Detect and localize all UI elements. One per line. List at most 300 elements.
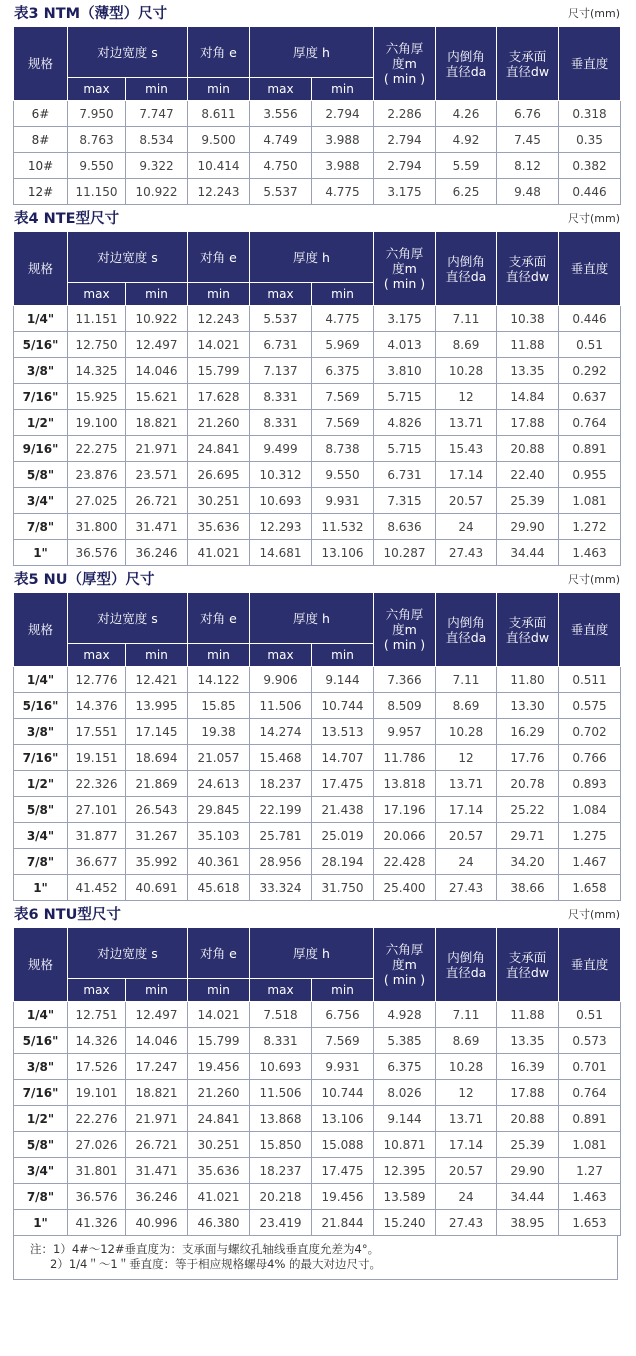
spec-size-cell: 9/16" [14,436,68,462]
value-cell: 26.721 [126,1132,188,1158]
value-cell: 9.500 [188,127,250,153]
value-cell: 4.749 [250,127,312,153]
value-cell: 1.081 [559,1132,621,1158]
subheader-min: min [188,78,250,101]
unit-label: 尺寸(mm) [567,212,620,225]
value-cell: 35.636 [188,1158,250,1184]
value-cell: 7.366 [374,667,436,693]
table-row [14,101,621,127]
value-cell: 12.750 [68,332,126,358]
value-cell: 14.325 [68,358,126,384]
spec-table [13,592,621,901]
value-cell: 13.818 [374,771,436,797]
value-cell: 9.931 [312,488,374,514]
value-cell: 15.799 [188,1028,250,1054]
value-cell: 11.80 [497,667,559,693]
value-cell: 10.922 [126,306,188,332]
table-row [14,1158,621,1184]
spec-size-cell: 3/4" [14,488,68,514]
value-cell: 20.066 [374,823,436,849]
table-row [14,306,621,332]
section-header [0,205,636,231]
value-cell: 8.763 [68,127,126,153]
spec-table [13,231,621,566]
value-cell: 6.731 [374,462,436,488]
col-bearing-header: 支承面 直径dw [497,232,559,306]
value-cell: 0.891 [559,1106,621,1132]
table-body [14,101,621,205]
value-cell: 0.511 [559,667,621,693]
spec-section [0,901,636,1236]
value-cell: 31.471 [126,1158,188,1184]
value-cell: 4.928 [374,1002,436,1028]
value-cell: 21.260 [188,1080,250,1106]
value-cell: 17.196 [374,797,436,823]
table-row [14,410,621,436]
value-cell: 29.90 [497,514,559,540]
col-hex-thickness-header: 六角厚 度m ( min ) [374,27,436,101]
value-cell: 0.575 [559,693,621,719]
col-width-header: 对边宽度 s [68,928,188,979]
value-cell: 21.971 [126,436,188,462]
value-cell: 21.438 [312,797,374,823]
value-cell: 0.446 [559,306,621,332]
col-hex-thickness-header: 六角厚 度m ( min ) [374,593,436,667]
value-cell: 5.537 [250,179,312,205]
value-cell: 17.475 [312,1158,374,1184]
table-row [14,875,621,901]
value-cell: 7.569 [312,1028,374,1054]
value-cell: 40.691 [126,875,188,901]
value-cell: 14.274 [250,719,312,745]
subheader-max: max [68,78,126,101]
table-row [14,179,621,205]
value-cell: 4.826 [374,410,436,436]
value-cell: 2.794 [374,127,436,153]
value-cell: 10.287 [374,540,436,566]
value-cell: 25.400 [374,875,436,901]
value-cell: 8.026 [374,1080,436,1106]
col-perpendicularity-header: 垂直度 [559,928,621,1002]
col-width-header: 对边宽度 s [68,27,188,78]
spec-size-cell: 1" [14,540,68,566]
value-cell: 23.419 [250,1210,312,1236]
value-cell: 7.569 [312,410,374,436]
value-cell: 24 [436,514,497,540]
value-cell: 4.750 [250,153,312,179]
value-cell: 20.88 [497,436,559,462]
spec-size-cell: 3/8" [14,1054,68,1080]
section-header [0,0,636,26]
value-cell: 24.613 [188,771,250,797]
value-cell: 8.69 [436,693,497,719]
value-cell: 20.218 [250,1184,312,1210]
value-cell: 36.246 [126,1184,188,1210]
value-cell: 8.636 [374,514,436,540]
value-cell: 17.76 [497,745,559,771]
col-corner-header: 对角 e [188,232,250,283]
value-cell: 13.71 [436,1106,497,1132]
section-header [0,566,636,592]
value-cell: 7.45 [497,127,559,153]
value-cell: 8.69 [436,332,497,358]
value-cell: 21.971 [126,1106,188,1132]
spec-size-cell: 7/8" [14,849,68,875]
value-cell: 26.543 [126,797,188,823]
value-cell: 22.275 [68,436,126,462]
spec-size-cell: 3/4" [14,823,68,849]
value-cell: 20.57 [436,488,497,514]
value-cell: 29.845 [188,797,250,823]
value-cell: 18.237 [250,771,312,797]
value-cell: 13.71 [436,771,497,797]
value-cell: 18.821 [126,1080,188,1106]
spec-size-cell: 7/8" [14,1184,68,1210]
col-hex-thickness-header: 六角厚 度m ( min ) [374,232,436,306]
value-cell: 24 [436,849,497,875]
value-cell: 13.513 [312,719,374,745]
value-cell: 27.43 [436,540,497,566]
value-cell: 11.506 [250,693,312,719]
col-thickness-header: 厚度 h [250,27,374,78]
value-cell: 9.48 [497,179,559,205]
value-cell: 19.38 [188,719,250,745]
spec-size-cell: 3/4" [14,1158,68,1184]
value-cell: 0.573 [559,1028,621,1054]
value-cell: 16.29 [497,719,559,745]
value-cell: 3.175 [374,306,436,332]
value-cell: 27.025 [68,488,126,514]
value-cell: 0.702 [559,719,621,745]
value-cell: 15.468 [250,745,312,771]
unit-label: 尺寸(mm) [567,908,620,921]
spec-table [13,26,621,205]
value-cell: 28.194 [312,849,374,875]
value-cell: 17.88 [497,410,559,436]
value-cell: 26.721 [126,488,188,514]
value-cell: 0.51 [559,1002,621,1028]
subheader-min: min [126,644,188,667]
value-cell: 17.475 [312,771,374,797]
note-line-1: 注：1）4#～12#垂直度为：支承面与螺纹孔轴线垂直度允差为4°。 [30,1242,380,1256]
value-cell: 1.467 [559,849,621,875]
value-cell: 21.057 [188,745,250,771]
spec-size-cell: 1/2" [14,771,68,797]
col-chamfer-header: 内倒角 直径da [436,232,497,306]
value-cell: 14.326 [68,1028,126,1054]
unit-label: 尺寸(mm) [567,7,620,20]
spec-size-cell: 6# [14,101,68,127]
value-cell: 0.35 [559,127,621,153]
spec-size-cell: 10# [14,153,68,179]
value-cell: 17.551 [68,719,126,745]
value-cell: 14.707 [312,745,374,771]
value-cell: 9.957 [374,719,436,745]
value-cell: 7.518 [250,1002,312,1028]
value-cell: 34.44 [497,1184,559,1210]
spec-size-cell: 8# [14,127,68,153]
value-cell: 11.150 [68,179,126,205]
value-cell: 5.969 [312,332,374,358]
table-title: 表4 NTE型尺寸 [14,211,120,227]
value-cell: 8.534 [126,127,188,153]
unit-label: 尺寸(mm) [567,573,620,586]
value-cell: 13.589 [374,1184,436,1210]
value-cell: 34.44 [497,540,559,566]
value-cell: 3.810 [374,358,436,384]
value-cell: 2.286 [374,101,436,127]
value-cell: 23.876 [68,462,126,488]
value-cell: 0.292 [559,358,621,384]
value-cell: 5.715 [374,384,436,410]
subheader-min: min [188,644,250,667]
spec-size-cell: 1/4" [14,1002,68,1028]
value-cell: 17.14 [436,1132,497,1158]
value-cell: 6.756 [312,1002,374,1028]
value-cell: 27.101 [68,797,126,823]
value-cell: 31.877 [68,823,126,849]
value-cell: 12 [436,745,497,771]
subheader-max: max [68,979,126,1002]
value-cell: 40.996 [126,1210,188,1236]
value-cell: 13.868 [250,1106,312,1132]
col-corner-header: 对角 e [188,928,250,979]
value-cell: 9.906 [250,667,312,693]
value-cell: 10.414 [188,153,250,179]
value-cell: 16.39 [497,1054,559,1080]
col-width-header: 对边宽度 s [68,232,188,283]
value-cell: 25.22 [497,797,559,823]
table-row [14,127,621,153]
value-cell: 5.537 [250,306,312,332]
value-cell: 35.103 [188,823,250,849]
col-perpendicularity-header: 垂直度 [559,593,621,667]
value-cell: 20.57 [436,823,497,849]
subheader-max: max [250,283,312,306]
value-cell: 10.38 [497,306,559,332]
col-bearing-header: 支承面 直径dw [497,928,559,1002]
value-cell: 10.922 [126,179,188,205]
value-cell: 15.85 [188,693,250,719]
subheader-min: min [312,644,374,667]
value-cell: 0.637 [559,384,621,410]
value-cell: 0.955 [559,462,621,488]
subheader-max: max [250,644,312,667]
subheader-max: max [68,283,126,306]
subheader-min: min [312,283,374,306]
value-cell: 26.695 [188,462,250,488]
value-cell: 13.995 [126,693,188,719]
value-cell: 5.715 [374,436,436,462]
value-cell: 31.471 [126,514,188,540]
value-cell: 41.452 [68,875,126,901]
value-cell: 10.871 [374,1132,436,1158]
value-cell: 8.331 [250,410,312,436]
table-row [14,719,621,745]
col-corner-header: 对角 e [188,593,250,644]
value-cell: 13.106 [312,1106,374,1132]
value-cell: 31.750 [312,875,374,901]
value-cell: 0.318 [559,101,621,127]
value-cell: 10.28 [436,1054,497,1080]
value-cell: 30.251 [188,488,250,514]
value-cell: 31.267 [126,823,188,849]
value-cell: 36.677 [68,849,126,875]
value-cell: 20.88 [497,1106,559,1132]
value-cell: 12.243 [188,179,250,205]
table-row [14,771,621,797]
value-cell: 13.35 [497,358,559,384]
table-title: 表5 NU（厚型）尺寸 [14,572,155,588]
value-cell: 31.800 [68,514,126,540]
value-cell: 34.20 [497,849,559,875]
spec-size-cell: 1" [14,1210,68,1236]
value-cell: 41.021 [188,1184,250,1210]
value-cell: 14.681 [250,540,312,566]
value-cell: 29.71 [497,823,559,849]
col-corner-header: 对角 e [188,27,250,78]
value-cell: 19.100 [68,410,126,436]
value-cell: 11.532 [312,514,374,540]
value-cell: 14.122 [188,667,250,693]
table-row [14,1002,621,1028]
value-cell: 14.021 [188,332,250,358]
value-cell: 0.382 [559,153,621,179]
value-cell: 36.576 [68,1184,126,1210]
value-cell: 45.618 [188,875,250,901]
value-cell: 25.019 [312,823,374,849]
value-cell: 15.088 [312,1132,374,1158]
table-row [14,1184,621,1210]
value-cell: 17.14 [436,797,497,823]
table-row [14,1106,621,1132]
value-cell: 3.556 [250,101,312,127]
col-thickness-header: 厚度 h [250,928,374,979]
value-cell: 12.243 [188,306,250,332]
value-cell: 2.794 [374,153,436,179]
value-cell: 10.744 [312,1080,374,1106]
value-cell: 11.88 [497,332,559,358]
value-cell: 0.891 [559,436,621,462]
table-row [14,849,621,875]
value-cell: 1.272 [559,514,621,540]
value-cell: 21.844 [312,1210,374,1236]
value-cell: 9.144 [374,1106,436,1132]
value-cell: 27.026 [68,1132,126,1158]
table-row [14,332,621,358]
value-cell: 20.78 [497,771,559,797]
table-row [14,384,621,410]
value-cell: 10.693 [250,1054,312,1080]
value-cell: 10.28 [436,719,497,745]
value-cell: 12.751 [68,1002,126,1028]
value-cell: 12.497 [126,1002,188,1028]
value-cell: 24.841 [188,436,250,462]
value-cell: 11.88 [497,1002,559,1028]
note-line-2: 2）1/4＂～1＂垂直度：等于相应规格螺母4% 的最大对边尺寸。 [50,1257,382,1271]
table-row [14,797,621,823]
value-cell: 15.850 [250,1132,312,1158]
value-cell: 1.27 [559,1158,621,1184]
value-cell: 46.380 [188,1210,250,1236]
table-row [14,540,621,566]
value-cell: 35.992 [126,849,188,875]
value-cell: 9.550 [68,153,126,179]
value-cell: 4.26 [436,101,497,127]
spec-size-cell: 12# [14,179,68,205]
value-cell: 38.66 [497,875,559,901]
value-cell: 25.781 [250,823,312,849]
value-cell: 25.39 [497,1132,559,1158]
value-cell: 27.43 [436,1210,497,1236]
value-cell: 1.275 [559,823,621,849]
value-cell: 36.576 [68,540,126,566]
value-cell: 31.801 [68,1158,126,1184]
subheader-min: min [126,979,188,1002]
value-cell: 2.794 [312,101,374,127]
value-cell: 5.385 [374,1028,436,1054]
value-cell: 18.821 [126,410,188,436]
table-title: 表6 NTU型尺寸 [14,907,121,923]
value-cell: 12.293 [250,514,312,540]
spec-size-cell: 3/8" [14,358,68,384]
value-cell: 14.046 [126,358,188,384]
value-cell: 19.456 [312,1184,374,1210]
value-cell: 0.764 [559,410,621,436]
value-cell: 9.144 [312,667,374,693]
value-cell: 20.57 [436,1158,497,1184]
value-cell: 29.90 [497,1158,559,1184]
value-cell: 17.247 [126,1054,188,1080]
col-chamfer-header: 内倒角 直径da [436,593,497,667]
value-cell: 10.744 [312,693,374,719]
value-cell: 15.621 [126,384,188,410]
value-cell: 13.106 [312,540,374,566]
table-title: 表3 NTM（薄型）尺寸 [14,6,168,22]
spec-size-cell: 5/8" [14,1132,68,1158]
spec-size-cell: 7/8" [14,514,68,540]
value-cell: 11.151 [68,306,126,332]
value-cell: 4.775 [312,179,374,205]
value-cell: 0.893 [559,771,621,797]
table-row [14,514,621,540]
value-cell: 22.199 [250,797,312,823]
spec-size-cell: 5/16" [14,693,68,719]
value-cell: 4.013 [374,332,436,358]
spec-section [0,566,636,901]
value-cell: 1.463 [559,1184,621,1210]
subheader-max: max [250,979,312,1002]
spec-size-cell: 1/4" [14,667,68,693]
table-row [14,745,621,771]
subheader-min: min [188,979,250,1002]
table-row [14,1054,621,1080]
value-cell: 4.92 [436,127,497,153]
table-row [14,1210,621,1236]
value-cell: 5.59 [436,153,497,179]
value-cell: 17.14 [436,462,497,488]
value-cell: 24 [436,1184,497,1210]
value-cell: 14.046 [126,1028,188,1054]
value-cell: 8.331 [250,1028,312,1054]
col-chamfer-header: 内倒角 直径da [436,928,497,1002]
value-cell: 0.446 [559,179,621,205]
col-thickness-header: 厚度 h [250,232,374,283]
value-cell: 22.276 [68,1106,126,1132]
notes-box [13,1236,618,1280]
value-cell: 8.611 [188,101,250,127]
value-cell: 7.747 [126,101,188,127]
